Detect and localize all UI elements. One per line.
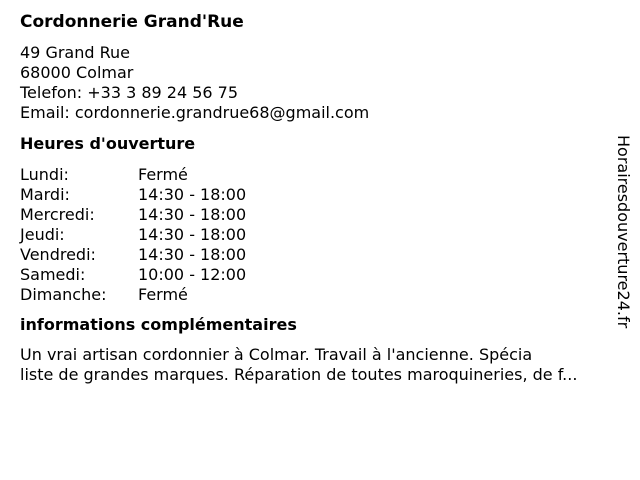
site-watermark: Horairesdouverture24.fr — [614, 135, 633, 329]
hours-heading: Heures d'ouverture — [20, 134, 196, 153]
hours-value: Fermé — [138, 165, 188, 184]
hours-row — [20, 185, 620, 205]
info-description — [20, 345, 628, 385]
hours-row — [20, 225, 620, 245]
email-address: Email: cordonnerie.grandrue68@gmail.com — [20, 103, 370, 122]
hours-row — [20, 285, 620, 305]
hours-row — [20, 165, 620, 185]
hours-row — [20, 205, 620, 225]
hours-value: 14:30 - 18:00 — [138, 185, 247, 204]
hours-day: Dimanche: — [20, 285, 107, 304]
street-address: 49 Grand Rue — [20, 43, 130, 62]
hours-table — [20, 165, 620, 305]
business-card — [20, 11, 620, 385]
hours-row — [20, 265, 620, 285]
hours-day: Mardi: — [20, 185, 70, 204]
hours-value: 14:30 - 18:00 — [138, 225, 247, 244]
hours-value: 14:30 - 18:00 — [138, 245, 247, 264]
hours-value: Fermé — [138, 285, 188, 304]
hours-value: 10:00 - 12:00 — [138, 265, 247, 284]
hours-value: 14:30 - 18:00 — [138, 205, 247, 224]
hours-day: Jeudi: — [20, 225, 65, 244]
info-line: liste de grandes marques. Réparation de toutes maroquineries, de f... — [20, 365, 578, 384]
address-block — [20, 43, 620, 123]
info-line: Un vrai artisan cordonnier à Colmar. Travail à l'ancienne. Spécia — [20, 345, 533, 364]
hours-row — [20, 245, 620, 265]
hours-day: Mercredi: — [20, 205, 95, 224]
business-name: Cordonnerie Grand'Rue — [20, 12, 244, 32]
phone-number: Telefon: +33 3 89 24 56 75 — [20, 83, 239, 102]
postal-city: 68000 Colmar — [20, 63, 134, 82]
hours-day: Samedi: — [20, 265, 86, 284]
info-heading: informations complémentaires — [20, 315, 297, 334]
hours-day: Lundi: — [20, 165, 69, 184]
hours-day: Vendredi: — [20, 245, 96, 264]
